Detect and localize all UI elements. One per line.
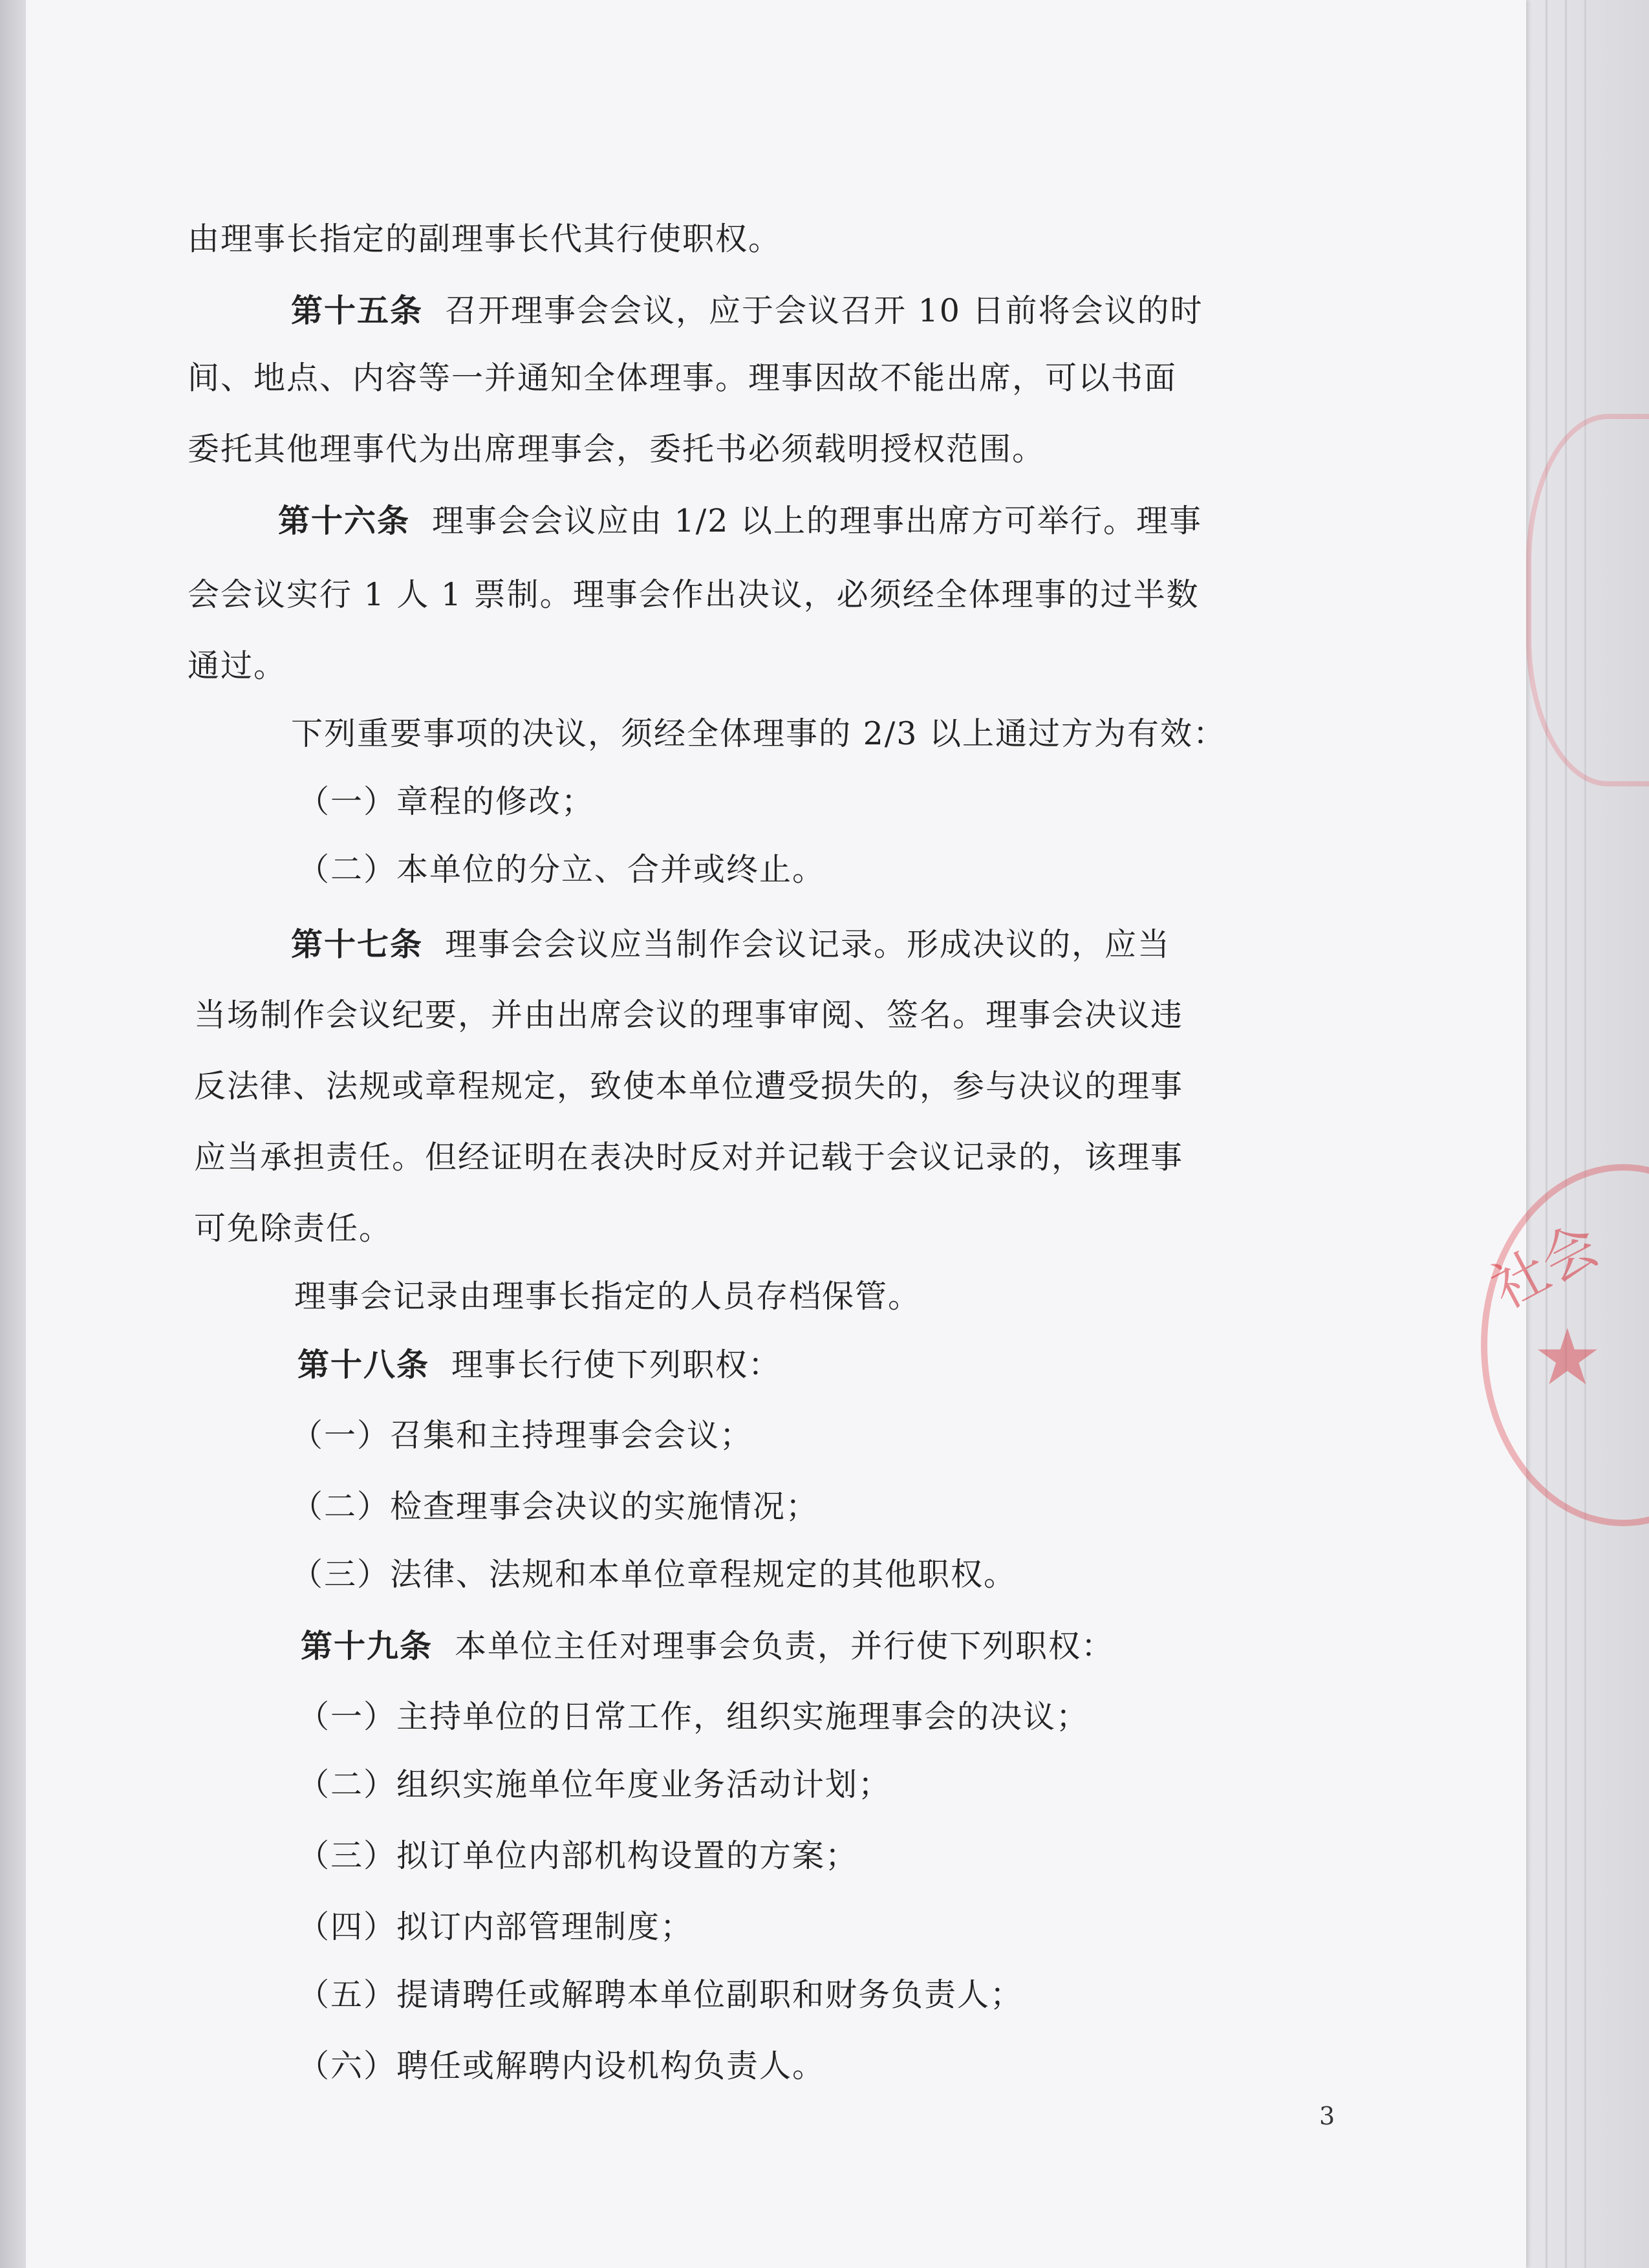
line-text: 应当承担责任。但经证明在表决时反对并记载于会议记录的，该理事 <box>194 1139 1184 1176</box>
article-heading: 第十八条 <box>297 1346 430 1383</box>
text-line <box>188 576 1200 614</box>
text-line <box>194 1067 1183 1106</box>
text-line <box>297 1345 781 1385</box>
page-edge <box>1584 0 1586 2268</box>
text-line <box>297 1976 1023 2014</box>
text-line <box>194 996 1183 1035</box>
line-text: （二）检查理事会决议的实施情况； <box>291 1488 819 1525</box>
text-line <box>297 850 825 889</box>
text-line <box>297 783 594 821</box>
text-line <box>188 220 781 259</box>
line-text: （六）聘任或解聘内设机构负责人。 <box>297 2047 826 2084</box>
text-line <box>291 1487 819 1526</box>
line-text: 间、地点、内容等一并通知全体理事。理事因故不能出席，可以书面 <box>188 360 1178 396</box>
text-line <box>188 647 286 686</box>
line-text: 理事会会议应由 1/2 以上的理事出席方可举行。理事 <box>432 502 1203 539</box>
text-line <box>188 430 1045 469</box>
line-text: （三）拟订单位内部机构设置的方案； <box>297 1837 859 1874</box>
text-line <box>194 1209 392 1248</box>
line-text: （一）章程的修改； <box>297 783 595 820</box>
red-seal-partial-top <box>1526 414 1649 786</box>
text-line <box>294 1277 921 1316</box>
line-text: （一）主持单位的日常工作，组织实施理事会的决议； <box>297 1698 1090 1735</box>
line-text: （五）提请聘任或解聘本单位副职和财务负责人； <box>297 1976 1024 2013</box>
line-text: 理事会记录由理事长指定的人员存档保管。 <box>294 1278 921 1315</box>
line-text: 理事长行使下列职权： <box>451 1346 782 1383</box>
document-page <box>26 0 1526 2268</box>
text-line <box>291 1555 1017 1594</box>
text-line <box>301 1626 1114 1666</box>
line-text: （一）召集和主持理事会会议； <box>291 1417 753 1454</box>
line-text: 召开理事会会议，应于会议召开 10 日前将会议的时 <box>445 292 1203 329</box>
article-heading: 第十七条 <box>291 925 424 963</box>
line-text: 下列重要事项的决议，须经全体理事的 2/3 以上通过方为有效： <box>291 715 1227 752</box>
page-number: 3 <box>1319 2102 1335 2130</box>
text-line <box>278 501 1202 541</box>
line-text: （四）拟订内部管理制度； <box>297 1908 694 1945</box>
line-text: （三）法律、法规和本单位章程规定的其他职权。 <box>291 1556 1017 1593</box>
text-line <box>291 925 1170 964</box>
line-text: 理事会会议应当制作会议记录。形成决议的，应当 <box>445 926 1171 963</box>
article-heading: 第十九条 <box>301 1627 433 1665</box>
line-text: （二）本单位的分立、合并或终止。 <box>297 851 826 888</box>
line-text: 委托其他理事代为出席理事会，委托书必须载明授权范围。 <box>188 431 1046 468</box>
text-line <box>194 1138 1183 1177</box>
article-heading: 第十五条 <box>291 292 424 329</box>
line-text: 本单位主任对理事会负责，并行使下列职权： <box>455 1628 1115 1665</box>
line-text: 会会议实行 1 人 1 票制。理事会作出决议，必须经全体理事的过半数 <box>188 576 1200 613</box>
text-line <box>297 1837 858 1875</box>
text-line <box>291 291 1203 330</box>
text-line <box>291 715 1226 753</box>
line-text: （二）组织实施单位年度业务活动计划； <box>297 1766 892 1803</box>
line-text: 当场制作会议纪要，并由出席会议的理事审阅、签名。理事会决议违 <box>194 997 1184 1033</box>
page-edge <box>1565 0 1567 2268</box>
page-edge <box>1546 0 1547 2268</box>
text-line <box>297 2047 825 2086</box>
text-line <box>297 1908 693 1947</box>
seal-lettering: 社会 <box>1481 1212 1610 1322</box>
line-text: 可免除责任。 <box>194 1210 393 1247</box>
text-line <box>297 1766 891 1804</box>
line-text: 通过。 <box>188 647 287 684</box>
article-heading: 第十六条 <box>278 502 411 539</box>
text-line <box>188 359 1177 398</box>
line-text: 反法律、法规或章程规定，致使本单位遭受损失的，参与决议的理事 <box>194 1068 1184 1105</box>
text-line <box>297 1698 1089 1736</box>
text-line <box>291 1416 753 1455</box>
seal-star-icon: ★ <box>1533 1313 1602 1403</box>
line-text: 由理事长指定的副理事长代其行使职权。 <box>188 221 782 257</box>
